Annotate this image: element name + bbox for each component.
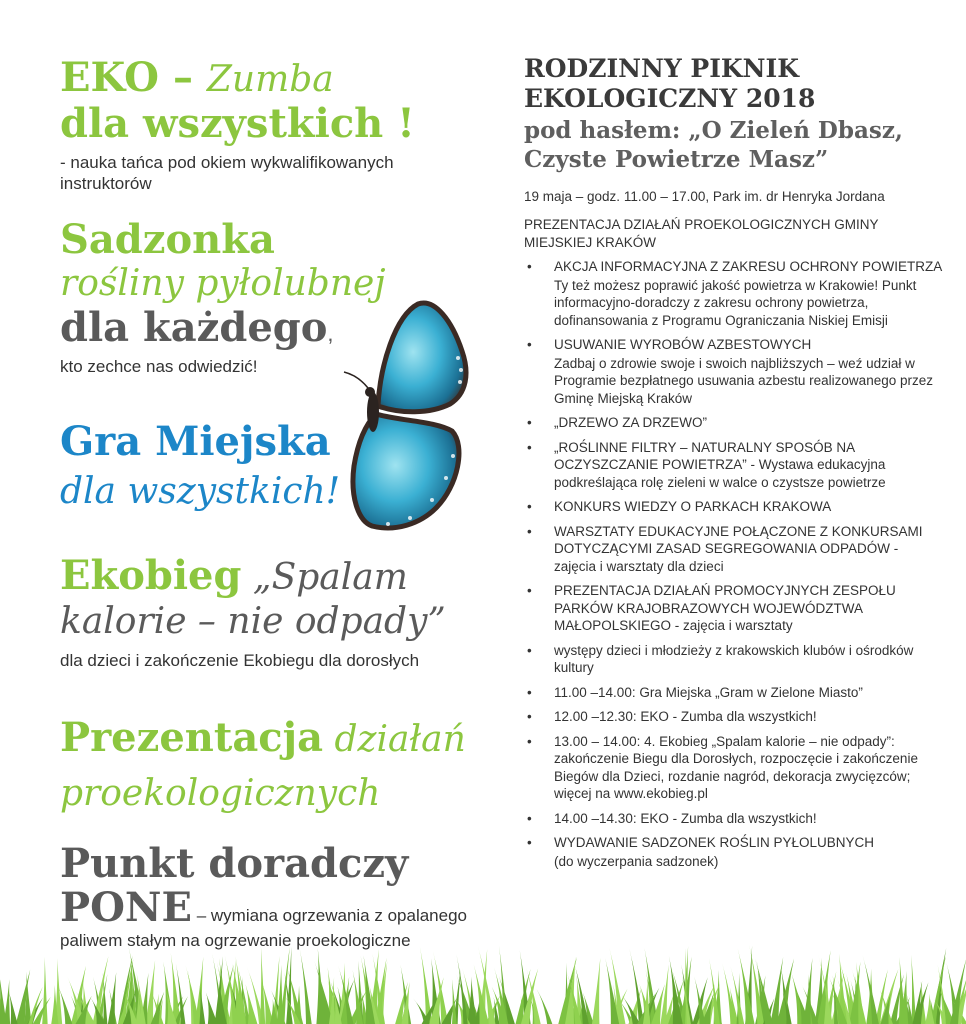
pone-sub1: – wymiana ogrzewania z opalanego bbox=[191, 906, 467, 925]
grass-decoration bbox=[0, 944, 966, 1024]
zumba-block: EKO – Zumba dla wszystkich ! - nauka tańca pod okiem wykwalifikowanych instruktorów bbox=[60, 56, 460, 194]
event-title-1: RODZINNY PIKNIK bbox=[524, 54, 799, 83]
list-item: • „DRZEWO ZA DRZEWO” bbox=[524, 414, 944, 432]
event-slogan-2: Czyste Powietrze Masz” bbox=[524, 146, 829, 173]
event-title-2: EKOLOGICZNY 2018 bbox=[524, 84, 816, 113]
grass-blade bbox=[452, 979, 457, 1024]
list-item: • 12.00 –12.30: EKO - Zumba dla wszystkich! bbox=[524, 708, 944, 726]
sadzonka-sub: kto zechce nas odwiedzić! bbox=[60, 357, 258, 376]
list-item: • występy dzieci i młodzieży z krakowskich klubów i ośrodków kultury bbox=[524, 642, 944, 677]
ekobieg-block bbox=[60, 554, 446, 671]
list-item: • WYDAWANIE SADZONEK ROŚLIN PYŁOLUBNYCH (do wyczerpania sadzonek) bbox=[524, 834, 944, 870]
ekobieg-sub: dla dzieci i zakończenie Ekobiegu dla dorosłych bbox=[60, 651, 420, 670]
grass-blade bbox=[592, 958, 600, 1024]
gra-script: dla wszystkich! bbox=[60, 471, 341, 512]
list-item: • 14.00 –14.30: EKO - Zumba dla wszystkich! bbox=[524, 810, 944, 828]
prezentacja-block bbox=[60, 716, 466, 816]
ekobieg-script1: „Spalam bbox=[241, 557, 408, 598]
list-item: • PREZENTACJA DZIAŁAŃ PROMOCYJNYCH ZESPOŁU PARKÓW KRAJOBRAZOWYCH WOJEWÓDZTWA MAŁOPOLSKIEGO - zajęcia i warsztaty bbox=[524, 582, 944, 635]
program-list bbox=[524, 258, 944, 870]
grass-blade bbox=[42, 957, 47, 1024]
sadzonka-line3: dla każdego bbox=[60, 304, 328, 351]
sadzonka-heading: Sadzonka bbox=[60, 216, 275, 263]
pone-name: PONE bbox=[60, 884, 192, 931]
butterfly-icon bbox=[340, 296, 480, 536]
pone-block bbox=[60, 842, 467, 951]
grass-blade bbox=[9, 992, 18, 1024]
program-intro: PREZENTACJA DZIAŁAŃ PROEKOLOGICZNYCH GMINY MIEJSKIEJ KRAKÓW bbox=[524, 217, 879, 250]
event-slogan-1: pod hasłem: „O Zieleń Dbasz, bbox=[524, 117, 903, 144]
prezentacja-script1: działań bbox=[323, 719, 466, 760]
grass-blade bbox=[300, 949, 312, 1024]
event-date-place: 19 maja – godz. 11.00 – 17.00, Park im. dr Henryka Jordana bbox=[524, 189, 885, 204]
list-item: • KONKURS WIEDZY O PARKACH KRAKOWA bbox=[524, 498, 944, 516]
zumba-line2: dla wszystkich ! bbox=[60, 100, 415, 147]
grass-blade bbox=[925, 993, 934, 1024]
gra-miejska-block bbox=[60, 420, 340, 514]
program-column bbox=[524, 54, 944, 877]
gra-heading: Gra Miejska bbox=[60, 418, 331, 465]
prezentacja-script2: proekologicznych bbox=[60, 773, 381, 814]
pone-sub2: paliwem stałym na ogrzewanie proekologiczne bbox=[60, 931, 411, 950]
grass-blade bbox=[316, 948, 326, 1024]
list-item: • „ROŚLINNE FILTRY – NATURALNY SPOSÓB NA OCZYSZCZANIE POWIETRZA” - Wystawa edukacyjna podkreślająca rolę zieleni w walce o czystsze powietrze bbox=[524, 439, 944, 492]
list-item: • 13.00 – 14.00: 4. Ekobieg „Spalam kalorie – nie odpady”: zakończenie Biegu dla Dorosłych, rozpoczęcie i zakończenie Biegów dla Dzieci, rozdanie nagród, dekoracja zwycięzców; więcej na www.ekobieg.pl bbox=[524, 733, 944, 803]
zumba-eko: EKO bbox=[60, 54, 160, 101]
list-item: • WARSZTATY EDUKACYJNE POŁĄCZONE Z KONKURSAMI DOTYCZĄCYMI ZASAD SEGREGOWANIA ODPADÓW - zajęcia i warsztaty dla dzieci bbox=[524, 523, 944, 576]
ekobieg-heading: Ekobieg bbox=[60, 552, 242, 599]
sadzonka-script: rośliny pyłolubnej bbox=[60, 263, 386, 304]
list-item: • USUWANIE WYROBÓW AZBESTOWYCH Zadbaj o zdrowie swoje i swoich najbliższych – weź udział w Programie bezpłatnego usuwania azbestu realizowanego przez Gminę Miejską Kraków bbox=[524, 336, 944, 407]
sadzonka-block: Sadzonka rośliny pyłolubnej dla każdego, kto zechce nas odwiedzić! bbox=[60, 216, 386, 376]
zumba-sub: - nauka tańca pod okiem wykwalifikowanych instruktorów bbox=[60, 153, 394, 193]
list-item: • AKCJA INFORMACYJNA Z ZAKRESU OCHRONY POWIETRZA Ty też możesz poprawić jakość powietrza w Krakowie! Punkt informacyjno-doradczy z zakresu ochrony powietrza, dofinansowania z Programu Ograniczania Niskiej Emisji bbox=[524, 258, 944, 329]
prezentacja-heading: Prezentacja bbox=[60, 714, 323, 761]
zumba-script: Zumba bbox=[206, 59, 334, 100]
grass-blade bbox=[260, 946, 265, 1024]
ekobieg-script2: kalorie – nie odpady” bbox=[60, 601, 446, 642]
pone-heading: Punkt doradczy bbox=[60, 840, 409, 887]
grass-blade bbox=[467, 976, 477, 1024]
list-item: • 11.00 –14.00: Gra Miejska „Gram w Zielone Miasto” bbox=[524, 684, 944, 702]
